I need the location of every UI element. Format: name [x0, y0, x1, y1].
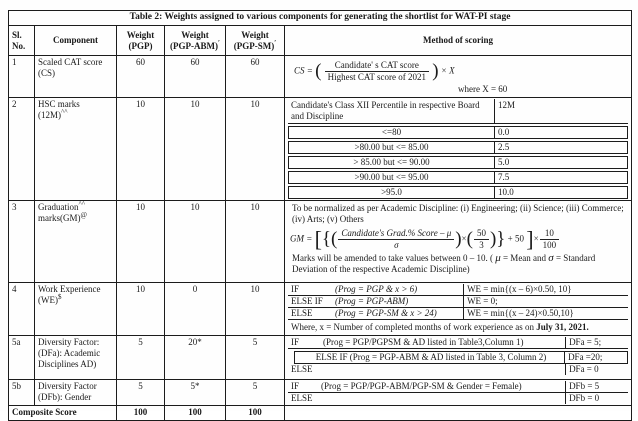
col-header-weight-pgp-sm: Weight (PGP-SM)′	[226, 26, 285, 56]
dfb-case-if: IF (Prog = PGP/PGP-ABM/PGP-SM & Gender = Female) DFb = 5	[288, 381, 628, 393]
method-cell-dfb	[285, 380, 632, 406]
weight-pgp-abm-cell: 20*	[165, 336, 226, 380]
table-title: Table 2: Weights assigned to various components for generating the shortlist for WAT-PI stage	[9, 11, 632, 26]
we-where-note: Where, x = Number of completed months of work experience as on July 31, 2021.	[291, 322, 589, 332]
weight-pgp-sm-cell: 10	[226, 201, 285, 283]
weight-pgp-sm-cell: 60	[226, 56, 285, 98]
percentile-band-row: >80.00 but <= 85.00 2.5	[288, 141, 628, 154]
gm-intro-text: To be normalized as per Academic Discipline: (i) Engineering; (ii) Science; (iii) Commerce; (iv) Arts; (v) Others	[292, 203, 624, 224]
method-cell-gm	[285, 201, 632, 283]
weight-pgp-cell: 10	[117, 283, 165, 336]
method-cell-we	[285, 283, 632, 336]
sl-cell: 5b	[9, 380, 35, 406]
open-brace: {	[321, 228, 332, 250]
sl-cell: 4	[9, 283, 35, 336]
weight-pgp-cell: 10	[117, 201, 165, 283]
dfb-case-else: ELSE DFb = 0	[288, 393, 628, 404]
row-composite-score	[9, 406, 632, 421]
percentile-band-row: > 85.00 but <= 90.00 5.0	[288, 156, 628, 169]
weight-pgp-abm-cell: 5*	[165, 380, 226, 406]
composite-method-empty	[285, 406, 632, 421]
component-cell: Graduation^^ marks(GM)@	[35, 201, 117, 283]
close-paren: )	[432, 60, 439, 82]
cs-fraction: $\frac{\text{Candidate' s CAT score}}{\text{Highest CAT score of 2021}}$	[325, 60, 429, 83]
weight-pgp-abm-cell: 60	[165, 56, 226, 98]
open-paren: (	[466, 228, 473, 250]
col-header-component: Component	[35, 26, 117, 56]
percentile-band-row: <=80 0.0	[288, 126, 628, 139]
gm-fraction-3: $\frac{10}{100}$	[540, 228, 560, 251]
gm-fraction-2: $\frac{50}{3}$	[474, 228, 489, 251]
col-header-weight-pgp-abm: Weight (PGP-ABM)′	[165, 26, 226, 56]
sl-cell: 2	[9, 98, 35, 201]
wat-pi-weights-table	[8, 10, 632, 421]
weight-pgp-abm-cell: 10	[165, 98, 226, 201]
open-paren: (	[331, 228, 338, 250]
method-cell-dfa	[285, 336, 632, 380]
close-paren: )	[455, 228, 462, 250]
gm-fraction-1: $\frac{\text{Candidate's Grad.\% Score – μ}}{\sigma}$	[338, 228, 454, 251]
composite-score-label: Composite Score	[9, 406, 117, 421]
weight-pgp-sm-cell: 5	[226, 380, 285, 406]
weight-pgp-abm-cell: 10	[165, 201, 226, 283]
weight-pgp-cell: 5	[117, 380, 165, 406]
weight-pgp-sm-cell: 5	[226, 336, 285, 380]
col-header-sl-no: Sl. No.	[9, 26, 35, 56]
header-row	[9, 26, 632, 56]
weight-pgp-abm-cell: 0	[165, 283, 226, 336]
cs-formula: CS = ( $\frac{\text{Candidate' s CAT score}}{\text{Highest CAT score of 2021}}$ ) × X	[294, 60, 455, 82]
component-cell: Diversity Factor: (DFa): Academic Disciplines AD)	[35, 336, 117, 380]
composite-weight-pgp-abm: 100	[165, 406, 226, 421]
dfa-case-if: IF (Prog = PGP/PGPSM & AD listed in Table3,Column 1) DFa = 5;	[288, 337, 628, 349]
gm-note-text: Marks will be amended to take values between 0 – 10. ( μ = Mean and σ = Standard Deviation of the respective Academic Discipline)	[292, 252, 596, 274]
sl-cell: 3	[9, 201, 35, 283]
gm-formula: GM = [{( $\frac{\text{Candidate's Grad.\% Score – μ}}{\sigma}$ )×( $\frac{50}{3}$ )} + 50 ]× $\frac{10}{100}$	[288, 225, 628, 252]
row-scaled-cat	[9, 56, 632, 98]
sl-cell: 5a	[9, 336, 35, 380]
method-cell-cs	[285, 56, 632, 98]
weight-pgp-sm-cell: 10	[226, 283, 285, 336]
percentile-header-row: Candidate's Class XII Percentile in respective Board and Discipline 12M	[288, 99, 628, 124]
dfa-case-elseif: ELSE IF (Prog = PGP-ABM & AD listed in Table 3, Column 2) DFa =20;	[294, 351, 628, 364]
row-graduation-marks	[9, 201, 632, 283]
method-cell-12m	[285, 98, 632, 201]
percentile-band-row: >95.0 10.0	[288, 186, 628, 199]
percentile-band-row: >90.00 but <= 95.00 7.5	[288, 171, 628, 184]
col-header-weight-pgp: Weight (PGP)	[117, 26, 165, 56]
sl-cell: 1	[9, 56, 35, 98]
row-work-experience	[9, 283, 632, 336]
component-cell: Diversity Factor (DFb): Gender	[35, 380, 117, 406]
component-cell: HSC marks (12M)^^	[35, 98, 117, 201]
composite-weight-pgp: 100	[117, 406, 165, 421]
we-case-if: IF (Prog = PGP & x > 6) WE = min{(x – 6)×0.50, 10}	[288, 284, 628, 296]
we-case-elseif: ELSE IF (Prog = PGP-ABM) WE = 0;	[288, 296, 628, 308]
we-case-else: ELSE (Prog = PGP-SM & x > 24) WE = min{(x – 24)×0.50,10}	[288, 308, 628, 320]
weight-pgp-cell: 10	[117, 98, 165, 201]
cs-where-note: where X = 60	[458, 84, 508, 94]
row-diversity-gender	[9, 380, 632, 406]
row-diversity-academic	[9, 336, 632, 380]
weight-pgp-cell: 60	[117, 56, 165, 98]
close-brace: }	[496, 228, 506, 250]
close-paren: )	[489, 228, 497, 250]
col-header-method: Method of scoring	[285, 26, 632, 56]
open-bracket: [	[314, 226, 322, 252]
composite-weight-pgp-sm: 100	[226, 406, 285, 421]
close-bracket: ]	[526, 226, 534, 252]
open-paren: (	[315, 60, 322, 82]
weight-pgp-sm-cell: 10	[226, 98, 285, 201]
row-hsc-marks	[9, 98, 632, 201]
component-cell: Work Experience (WE)$	[35, 283, 117, 336]
component-cell: Scaled CAT score (CS)	[35, 56, 117, 98]
dfa-case-else: ELSE DFa = 0	[288, 364, 628, 375]
weight-pgp-cell: 5	[117, 336, 165, 380]
